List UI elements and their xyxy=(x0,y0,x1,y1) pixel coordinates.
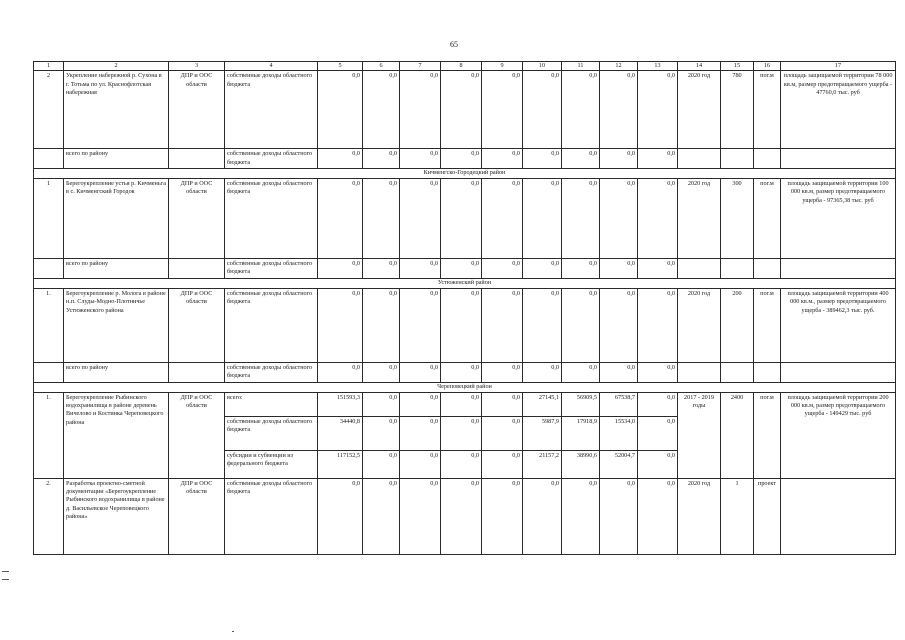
amount-cell: 0,0 xyxy=(318,478,363,554)
amount-cell: 0,0 xyxy=(600,259,638,279)
column-number: 5 xyxy=(318,62,363,71)
period-cell xyxy=(678,362,721,382)
unit-cell: проект xyxy=(754,478,781,554)
amount-cell: 0,0 xyxy=(638,362,678,382)
amount-cell: 0,0 xyxy=(482,288,523,362)
amount-cell: 5987,9 xyxy=(523,416,562,450)
row-number: 1. xyxy=(34,392,64,478)
row-number xyxy=(34,362,64,382)
amount-cell: 0,0 xyxy=(523,478,562,554)
unit-cell: пог.м xyxy=(754,392,781,478)
amount-cell: 151593,3 xyxy=(318,392,363,416)
project-name: всего по району xyxy=(64,259,169,279)
amount-cell: 0,0 xyxy=(482,179,523,259)
unit-cell: пог.м xyxy=(754,179,781,259)
executor: ДПР и ООС области xyxy=(169,288,225,362)
effect-cell xyxy=(781,362,896,382)
amount-cell: 0,0 xyxy=(363,149,400,169)
total-row xyxy=(34,362,896,382)
effect-cell: площадь защищаемой территории 100 000 кв.м, размер предотвращаемого ущерба - 97365,38 тыс. руб xyxy=(781,179,896,259)
amount-cell: 0,0 xyxy=(441,288,482,362)
amount-cell: 0,0 xyxy=(638,416,678,450)
section-title: Череповецкий район xyxy=(34,382,896,392)
amount-cell: 0,0 xyxy=(562,478,600,554)
funding-source: собственные доходы областного бюджета xyxy=(225,416,318,450)
amount-cell: 0,0 xyxy=(318,362,363,382)
amount-cell: 0,0 xyxy=(363,392,400,416)
row-number: 1 xyxy=(34,179,64,259)
quantity-cell: 1 xyxy=(721,478,754,554)
amount-cell: 0,0 xyxy=(562,179,600,259)
amount-cell: 0,0 xyxy=(562,259,600,279)
margin-mark xyxy=(2,571,9,572)
column-number: 10 xyxy=(523,62,562,71)
amount-cell: 0,0 xyxy=(441,259,482,279)
effect-cell: площадь защищаемой территории 200 000 кв.м, размер предотвращаемого ущерба - 149429 тыс. руб xyxy=(781,392,896,478)
column-number: 16 xyxy=(754,62,781,71)
amount-cell: 0,0 xyxy=(363,450,400,478)
column-number: 3 xyxy=(169,62,225,71)
margin-mark xyxy=(2,579,9,580)
amount-cell: 0,0 xyxy=(400,478,441,554)
amount-cell: 0,0 xyxy=(562,288,600,362)
amount-cell: 0,0 xyxy=(363,362,400,382)
amount-cell: 0,0 xyxy=(441,149,482,169)
row-number: 2. xyxy=(34,478,64,554)
amount-cell: 0,0 xyxy=(441,478,482,554)
column-number: 13 xyxy=(638,62,678,71)
quantity-cell: 200 xyxy=(721,288,754,362)
column-number: 12 xyxy=(600,62,638,71)
amount-cell: 0,0 xyxy=(523,179,562,259)
amount-cell: 0,0 xyxy=(638,179,678,259)
unit-cell xyxy=(754,362,781,382)
period-cell xyxy=(678,259,721,279)
amount-cell: 0,0 xyxy=(441,179,482,259)
amount-cell: 0,0 xyxy=(363,478,400,554)
amount-cell: 34440,8 xyxy=(318,416,363,450)
amount-cell: 0,0 xyxy=(400,71,441,149)
column-number: 4 xyxy=(225,62,318,71)
table-row xyxy=(34,288,896,362)
quantity-cell: 300 xyxy=(721,179,754,259)
amount-cell: 0,0 xyxy=(600,362,638,382)
amount-cell: 0,0 xyxy=(638,71,678,149)
funding-source: собственные доходы областного бюджета xyxy=(225,71,318,149)
total-row xyxy=(34,259,896,279)
amount-cell: 0,0 xyxy=(638,478,678,554)
amount-cell: 0,0 xyxy=(638,149,678,169)
effect-cell xyxy=(781,259,896,279)
row-number: 1. xyxy=(34,288,64,362)
amount-cell: 27145,1 xyxy=(523,392,562,416)
executor: ДПР и ООС области xyxy=(169,71,225,149)
amount-cell: 0,0 xyxy=(482,149,523,169)
amount-cell: 0,0 xyxy=(318,149,363,169)
unit-cell: пог.м xyxy=(754,288,781,362)
unit-cell xyxy=(754,259,781,279)
amount-cell: 56909,5 xyxy=(562,392,600,416)
executor xyxy=(169,149,225,169)
column-number: 17 xyxy=(781,62,896,71)
executor xyxy=(169,362,225,382)
amount-cell: 0,0 xyxy=(638,288,678,362)
effect-cell: площадь защищаемой территории 78 000 кв.м, размер предотвращаемого ущерба - 47760,0 тыс. руб xyxy=(781,71,896,149)
quantity-cell xyxy=(721,149,754,169)
column-number: 2 xyxy=(64,62,169,71)
amount-cell: 0,0 xyxy=(400,362,441,382)
executor: ДПР и ООС области xyxy=(169,179,225,259)
table-row xyxy=(34,392,896,416)
column-number: 7 xyxy=(400,62,441,71)
amount-cell: 0,0 xyxy=(523,71,562,149)
funding-source: всего: xyxy=(225,392,318,416)
executor xyxy=(169,259,225,279)
amount-cell: 0,0 xyxy=(600,478,638,554)
period-cell: 2020 год xyxy=(678,288,721,362)
column-number: 14 xyxy=(678,62,721,71)
amount-cell: 0,0 xyxy=(400,450,441,478)
amount-cell: 0,0 xyxy=(523,149,562,169)
amount-cell: 0,0 xyxy=(638,259,678,279)
period-cell: 2020 год xyxy=(678,71,721,149)
period-cell: 2020 год xyxy=(678,179,721,259)
amount-cell: 0,0 xyxy=(482,71,523,149)
amount-cell: 0,0 xyxy=(600,179,638,259)
executor: ДПР и ООС области xyxy=(169,392,225,478)
unit-cell: пог.м xyxy=(754,71,781,149)
amount-cell: 15534,0 xyxy=(600,416,638,450)
section-header-row xyxy=(34,382,896,392)
amount-cell: 0,0 xyxy=(441,71,482,149)
amount-cell: 0,0 xyxy=(400,259,441,279)
project-name: Укрепление набережной р. Сухона в г. Тотьма по ул. Краснофлотская набережная xyxy=(64,71,169,149)
funding-source: собственные доходы областного бюджета xyxy=(225,288,318,362)
amount-cell: 0,0 xyxy=(318,71,363,149)
amount-cell: 0,0 xyxy=(482,450,523,478)
amount-cell: 0,0 xyxy=(363,416,400,450)
margin-mark xyxy=(232,631,234,632)
quantity-cell xyxy=(721,259,754,279)
amount-cell: 0,0 xyxy=(363,259,400,279)
table-row xyxy=(34,179,896,259)
amount-cell: 0,0 xyxy=(600,149,638,169)
amount-cell: 0,0 xyxy=(562,149,600,169)
amount-cell: 0,0 xyxy=(400,179,441,259)
project-name: Берегоукрепление Рыбинского водохранилища в районе деревень Вичелово и Костинка Череповецкого района xyxy=(64,392,169,478)
amount-cell: 0,0 xyxy=(482,416,523,450)
unit-cell xyxy=(754,149,781,169)
amount-cell: 0,0 xyxy=(318,288,363,362)
amount-cell: 0,0 xyxy=(400,416,441,450)
project-name: Берегоукрепление р. Молога в районе н.п. Слуды-Модно-Плотничье Устюженского района xyxy=(64,288,169,362)
amount-cell: 0,0 xyxy=(482,478,523,554)
quantity-cell xyxy=(721,362,754,382)
funding-source: собственные доходы областного бюджета xyxy=(225,179,318,259)
executor: ДПР и ООС области xyxy=(169,478,225,554)
total-row xyxy=(34,149,896,169)
table-row xyxy=(34,71,896,149)
amount-cell: 38990,6 xyxy=(562,450,600,478)
funding-source: собственные доходы областного бюджета xyxy=(225,149,318,169)
amount-cell: 0,0 xyxy=(482,259,523,279)
funding-source: собственные доходы областного бюджета xyxy=(225,478,318,554)
effect-cell xyxy=(781,478,896,554)
amount-cell: 0,0 xyxy=(482,392,523,416)
column-number: 6 xyxy=(363,62,400,71)
amount-cell: 0,0 xyxy=(600,288,638,362)
amount-cell: 0,0 xyxy=(318,179,363,259)
amount-cell: 0,0 xyxy=(562,71,600,149)
period-cell: 2017 - 2019 годы xyxy=(678,392,721,478)
quantity-cell: 780 xyxy=(721,71,754,149)
page-number: 65 xyxy=(450,40,458,49)
funding-source: собственные доходы областного бюджета xyxy=(225,259,318,279)
section-title: Кичменгско-Городецкий район xyxy=(34,169,896,179)
amount-cell: 0,0 xyxy=(400,392,441,416)
amount-cell: 0,0 xyxy=(363,179,400,259)
effect-cell: площадь защищаемой территории 400 000 кв.м., размер предотвращаемого ущерба - 389462,3 тыс. руб. xyxy=(781,288,896,362)
amount-cell: 117152,5 xyxy=(318,450,363,478)
amount-cell: 0,0 xyxy=(523,259,562,279)
row-number: 2 xyxy=(34,71,64,149)
amount-cell: 0,0 xyxy=(638,450,678,478)
column-number-row xyxy=(34,62,896,71)
funding-source: субсидии и субвенции из федерального бюджета xyxy=(225,450,318,478)
amount-cell: 0,0 xyxy=(562,362,600,382)
amount-cell: 0,0 xyxy=(318,259,363,279)
project-name: всего по району xyxy=(64,149,169,169)
amount-cell: 52004,7 xyxy=(600,450,638,478)
column-number: 11 xyxy=(562,62,600,71)
project-name: Берегоукрепление устья р. Кичменьга в с. Кичменгский Городок xyxy=(64,179,169,259)
amount-cell: 21157,2 xyxy=(523,450,562,478)
amount-cell: 0,0 xyxy=(523,288,562,362)
column-number: 1 xyxy=(34,62,64,71)
project-name: всего по району xyxy=(64,362,169,382)
section-header-row xyxy=(34,278,896,288)
section-title: Устюженский район xyxy=(34,278,896,288)
funding-source: собственные доходы областного бюджета xyxy=(225,362,318,382)
table-row xyxy=(34,478,896,554)
amount-cell: 0,0 xyxy=(441,450,482,478)
budget-table xyxy=(33,61,896,555)
amount-cell: 0,0 xyxy=(363,288,400,362)
period-cell: 2020 год xyxy=(678,478,721,554)
amount-cell: 17918,9 xyxy=(562,416,600,450)
row-number xyxy=(34,259,64,279)
amount-cell: 0,0 xyxy=(441,392,482,416)
amount-cell: 0,0 xyxy=(363,71,400,149)
effect-cell xyxy=(781,149,896,169)
amount-cell: 0,0 xyxy=(600,71,638,149)
amount-cell: 0,0 xyxy=(638,392,678,416)
project-name: Разработка проектно-сметной документации «Берегоукрепление Рыбинского водохранилища в районе д. Васильевское Череповецкого района» xyxy=(64,478,169,554)
period-cell xyxy=(678,149,721,169)
amount-cell: 0,0 xyxy=(482,362,523,382)
column-number: 9 xyxy=(482,62,523,71)
quantity-cell: 2400 xyxy=(721,392,754,478)
amount-cell: 0,0 xyxy=(400,149,441,169)
amount-cell: 0,0 xyxy=(441,362,482,382)
amount-cell: 0,0 xyxy=(441,416,482,450)
amount-cell: 0,0 xyxy=(400,288,441,362)
column-number: 15 xyxy=(721,62,754,71)
amount-cell: 67538,7 xyxy=(600,392,638,416)
column-number: 8 xyxy=(441,62,482,71)
row-number xyxy=(34,149,64,169)
amount-cell: 0,0 xyxy=(523,362,562,382)
section-header-row xyxy=(34,169,896,179)
